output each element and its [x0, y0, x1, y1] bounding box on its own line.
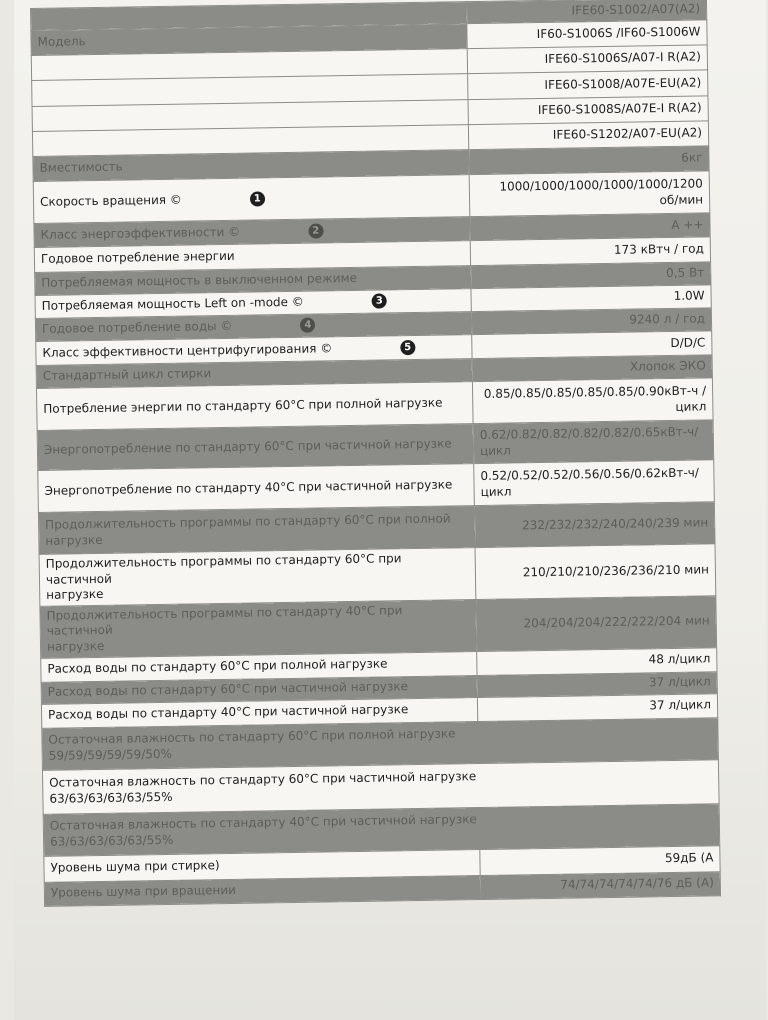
- spec-value: [474, 460, 715, 506]
- note-marker: 1: [250, 191, 265, 206]
- spec-label-line: нагрузке: [45, 532, 103, 548]
- spec-value: 1.0W: [471, 285, 711, 312]
- spec-value: 37 л/цикл: [477, 671, 717, 697]
- spec-value: 173 кВтч / год: [470, 237, 710, 266]
- spec-value: 63/63/63/63/63/55%: [49, 789, 173, 806]
- note-marker: 4: [300, 318, 315, 333]
- model-value: IFE60-S1008S/A07E-I R(A2): [468, 96, 708, 125]
- spec-value: 59/59/59/59/59/50%: [48, 746, 173, 763]
- spec-value-line: 1000/1000/1000/1000/1000/1200: [499, 176, 703, 194]
- spec-sheet: [30, 0, 740, 906]
- spec-value: 0,5 Вт: [471, 262, 711, 289]
- spec-label: Энергопотребление по стандарту 60°С при частичной нагрузке: [37, 424, 474, 471]
- spec-label: Расход воды по стандарту 60°С при полной нагрузке: [41, 651, 477, 682]
- spec-label-text: Остаточная влажность по стандарту 60°С при полной нагрузке: [48, 726, 456, 748]
- model-label: Модель: [31, 24, 467, 56]
- spec-label: [33, 175, 470, 224]
- spec-label-text: Остаточная влажность по стандарту 40°С при частичной нагрузке: [49, 812, 477, 834]
- spec-value-line: 0.85/0.85/0.85/0.85/0.85/0.90кВт-ч /: [483, 383, 707, 401]
- model-value: IFE60-S1002/A07(A2): [466, 0, 706, 24]
- spec-label-line: Продолжительность программы по стандарту 60°С при частичной: [45, 551, 402, 587]
- spec-value-line: цикл: [675, 398, 707, 414]
- note-marker: 2: [308, 223, 323, 238]
- model-value: IFE60-S1006S/A07-I R(A2): [467, 45, 707, 74]
- spec-label-line: нагрузке: [46, 587, 104, 603]
- model-value: IFE60-S1008/A07E-EU(A2): [468, 70, 708, 100]
- spec-label: Уровень шума при вращении: [44, 875, 480, 906]
- note-marker: 5: [400, 340, 415, 355]
- spec-value: [469, 171, 710, 217]
- spec-value-line: цикл: [479, 443, 512, 458]
- model-value: IFE60-S1202/A07-EU(A2): [468, 121, 708, 150]
- spec-value: [473, 420, 714, 464]
- spec-value: 74/74/74/74/74/76 дБ (А): [480, 871, 720, 899]
- spec-value: Хлопок ЭКО: [472, 355, 712, 382]
- spec-value-line: 0.52/0.52/0.52/0.56/0.56/0.62кВт-ч/: [480, 465, 699, 483]
- spec-label-text: Потребляемая мощность Left on -mode ©: [41, 294, 304, 314]
- spec-value: 59дБ (А: [480, 845, 720, 875]
- spec-label-line: Продолжительность программы по стандарту 40°С при частичной: [46, 603, 403, 639]
- spec-value: 204/204/204/222/222/204 мин: [476, 596, 717, 652]
- spec-label: Стандартный цикл стирки: [36, 359, 472, 389]
- manual-page: [14, 0, 766, 1020]
- spec-label: [38, 506, 475, 555]
- spec-label-text: Годовое потребление воды ©: [41, 319, 233, 337]
- spec-value: D/D/C: [472, 331, 712, 359]
- spec-label: Годовое потребление энергии: [34, 241, 470, 273]
- note-marker: 3: [372, 294, 387, 309]
- spec-label: [40, 599, 477, 658]
- spec-value: 63/63/63/63/63/55%: [49, 832, 174, 849]
- spec-label: Вместимость: [33, 150, 469, 182]
- spec-label: Потребление энергии по стандарту 60°С при полной нагрузке: [36, 382, 473, 431]
- spec-value: 9240 л / год: [471, 308, 711, 335]
- spec-value: 48 л/цикл: [477, 647, 717, 675]
- spec-value: 210/210/210/236/236/210 мин: [475, 544, 716, 600]
- spec-label-text: Скорость вращения ©: [39, 192, 182, 209]
- spec-value: А ++: [470, 213, 710, 241]
- spec-label-text: Остаточная влажность по стандарту 60°С при частичной нагрузке: [49, 769, 477, 791]
- spec-label: [39, 548, 476, 607]
- spec-value: [472, 378, 713, 424]
- spec-label-text: Класс энергоэффективности ©: [40, 224, 241, 242]
- spec-label-line: Продолжительность программы по стандарту 60°С при полной: [45, 511, 451, 532]
- spec-label-line: нагрузке: [46, 638, 105, 654]
- spec-label: Энергопотребление по стандарту 40°С при частичной нагрузке: [38, 464, 475, 513]
- spec-value-line: 0.62/0.82/0.82/0.82/0.82/0.65кВт-ч/: [479, 424, 699, 442]
- spec-label-text: Класс эффективности центрифугирования ©: [42, 340, 333, 360]
- spec-value: 6кг: [469, 146, 709, 175]
- spec-table: [30, 0, 721, 906]
- spec-value-line: об/мин: [659, 191, 704, 207]
- model-value: IF60-S1006S /IF60-S1006W: [467, 20, 707, 49]
- spec-label: Уровень шума при стирке): [44, 849, 480, 882]
- spec-value-line: цикл: [480, 483, 512, 499]
- spec-value: 37 л/цикл: [477, 693, 717, 721]
- spec-label: Расход воды по стандарту 60°С при частичной нагрузке: [41, 675, 477, 704]
- spec-label: Потребляемая мощность в выключенном режиме: [35, 266, 471, 296]
- spec-value: 232/232/232/240/240/239 мин: [474, 502, 715, 548]
- spec-label: Расход воды по стандарту 40°С при частичной нагрузке: [41, 697, 477, 728]
